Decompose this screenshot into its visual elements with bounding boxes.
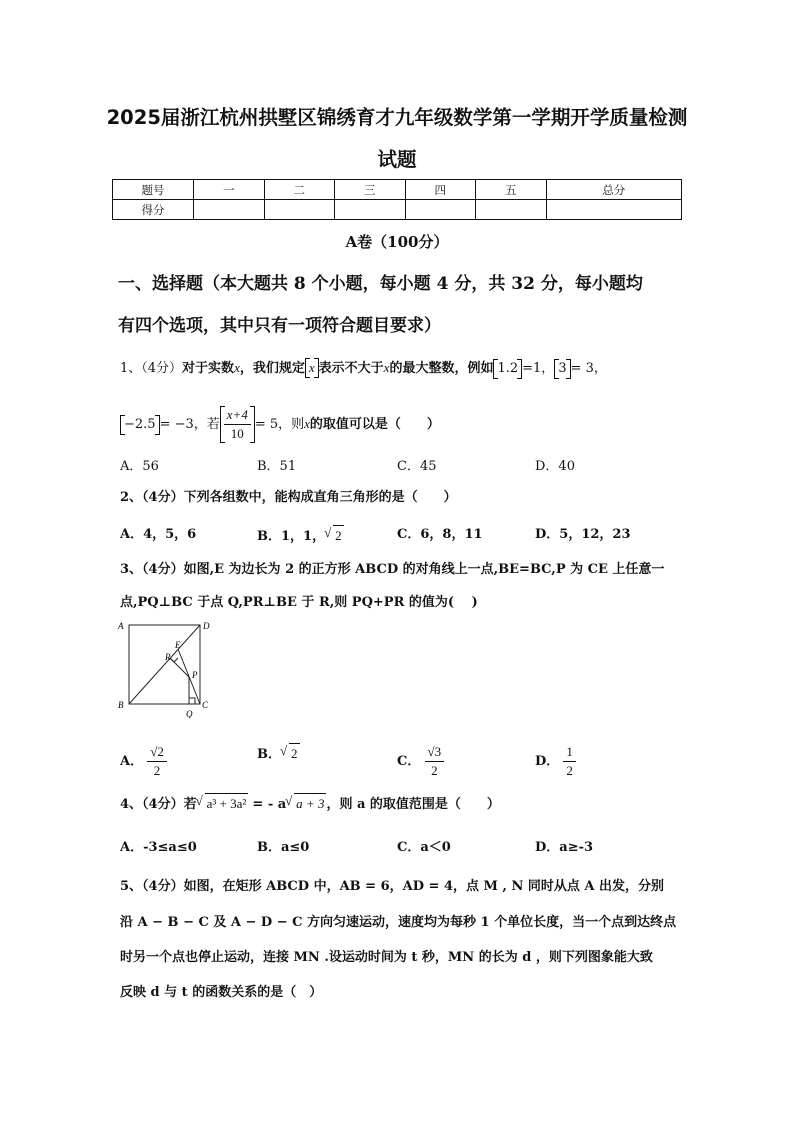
option-b[interactable]: [257, 525, 344, 547]
fraction: [224, 406, 251, 443]
q1-line1: [120, 358, 607, 379]
text: = - a: [252, 797, 287, 812]
label-b: B: [118, 700, 124, 710]
option-a[interactable]: A．-3≤a≤0: [120, 840, 197, 855]
label-p: P: [192, 670, 198, 680]
square-figure: [115, 618, 225, 718]
q1-number: 1、（4分）: [120, 361, 183, 376]
option-d[interactable]: D．40: [535, 459, 575, 474]
math-var: x: [234, 360, 240, 375]
table-header: 题号: [113, 180, 194, 200]
table-header: 二: [264, 180, 335, 200]
option-c[interactable]: C．6，8，11: [397, 527, 483, 542]
denominator: 2: [153, 763, 161, 778]
text: = 3，: [570, 361, 607, 376]
title-line2: 试题: [377, 148, 417, 171]
score-table: [112, 179, 682, 220]
table-header: 五: [476, 180, 547, 200]
fraction: [425, 743, 445, 780]
math-bracket: 3: [554, 359, 570, 379]
option-a[interactable]: A．4，5，6: [120, 527, 197, 542]
text: =1，: [522, 361, 555, 376]
option-c[interactable]: C．a＜0: [397, 840, 451, 855]
sqrt: √ a + 3: [294, 793, 326, 814]
text: = −3，若: [159, 417, 220, 432]
q3-options: [120, 733, 680, 777]
option-d[interactable]: D．a≥-3: [535, 840, 594, 855]
math-var: x: [304, 416, 310, 431]
section1-line1: 一、选择题（本大题共 8 个小题，每小题 4 分，共 32 分，每小题均: [118, 274, 643, 294]
text: = 5，则: [254, 417, 305, 432]
table-header: 总分: [546, 180, 681, 200]
q2-text: 2、（4分）下列各组数中，能构成直角三角形的是（ ）: [120, 490, 457, 505]
q5-line2: 沿 A − B − C 及 A − D − C 方向匀速运动，速度均为每秒 1 个单位长度，当一个点到达终点: [120, 915, 677, 930]
title-line1: 2025届浙江杭州拱墅区锦绣育才九年级数学第一学期开学质量检测: [106, 106, 688, 129]
sqrt: √ 2: [289, 743, 300, 764]
option-b[interactable]: [257, 743, 300, 765]
math-bracket: 1.2: [493, 359, 522, 379]
q5-line4: 反映 d 与 t 的函数关系的是（ ）: [120, 985, 323, 1000]
table-header: 四: [405, 180, 476, 200]
option-c[interactable]: [397, 743, 444, 780]
denominator: 2: [566, 763, 573, 778]
text: B．: [257, 747, 281, 762]
numerator: x+4: [224, 406, 251, 425]
label-d: D: [203, 621, 210, 631]
q3-line1: 3、（4分）如图,E 为边长为 2 的正方形 ABCD 的对角线上一点,BE=BC,P 为 CE 上任意一: [120, 562, 665, 577]
sqrt: √ a³ + 3a²: [205, 793, 249, 814]
score-cell[interactable]: [546, 200, 681, 220]
math-bracket: x: [305, 358, 319, 378]
text: 表示不大于: [318, 361, 384, 376]
numerator: √3: [425, 743, 445, 762]
sqrt: √ 2: [333, 525, 344, 546]
fraction: [563, 743, 576, 780]
text: C．: [397, 754, 421, 769]
denominator: 2: [431, 763, 438, 778]
option-a[interactable]: [120, 743, 167, 780]
q4-text: [120, 793, 500, 815]
q1-line2: [120, 406, 440, 443]
text: B．1，1，: [257, 529, 326, 544]
section1-line2: 有四个选项，其中只有一项符合题目要求）: [118, 316, 441, 336]
math-bracket: −2.5: [120, 415, 160, 435]
numerator: √2: [147, 743, 167, 762]
text: ，我们规定: [239, 361, 305, 376]
score-cell[interactable]: [335, 200, 406, 220]
text: 的取值可以是（ ）: [309, 417, 440, 432]
label-e: E: [175, 640, 181, 650]
fraction: [147, 743, 167, 780]
score-cell[interactable]: [264, 200, 335, 220]
option-d[interactable]: [535, 743, 576, 780]
text: 4、（4分）若: [120, 797, 197, 812]
score-cell[interactable]: [476, 200, 547, 220]
option-b[interactable]: B．a≤0: [257, 840, 310, 855]
option-c[interactable]: C．45: [397, 459, 437, 474]
option-b[interactable]: B．51: [257, 459, 297, 474]
row-label: 得分: [113, 200, 194, 220]
math-var: x: [383, 360, 390, 375]
q5-line3: 时另一个点也停止运动，连接 MN .设运动时间为 t 秒，MN 的长为 d ，则下列图象能大致: [120, 950, 653, 965]
numerator: 1: [563, 743, 576, 762]
option-a[interactable]: A．56: [120, 459, 159, 474]
option-d[interactable]: D．5，12，23: [535, 527, 631, 542]
text: ，则 a 的取值范围是（ ）: [326, 797, 500, 812]
text: A．: [120, 754, 144, 769]
q3-line2: 点,PQ⊥BC 于点 Q,PR⊥BE 于 R,则 PQ+PR 的值为( ): [120, 595, 478, 610]
table-header: 三: [335, 180, 406, 200]
q5-line1: 5、（4分）如图，在矩形 ABCD 中，AB = 6，AD = 4，点 M , N 同时从点 A 出发，分别: [120, 879, 665, 894]
label-a: A: [118, 621, 124, 631]
score-cell[interactable]: [405, 200, 476, 220]
math-bracket: [220, 406, 255, 443]
denominator: 10: [230, 426, 244, 441]
label-c: C: [202, 700, 209, 710]
label-q: Q: [186, 709, 193, 718]
label-r: R: [165, 652, 171, 662]
paper-a-heading: A卷（100分）: [345, 233, 449, 251]
text: D．: [535, 754, 560, 769]
score-cell[interactable]: [194, 200, 265, 220]
text: 的最大整数，例如: [389, 361, 494, 376]
table-header: 一: [194, 180, 265, 200]
text: 对于实数: [182, 361, 235, 376]
